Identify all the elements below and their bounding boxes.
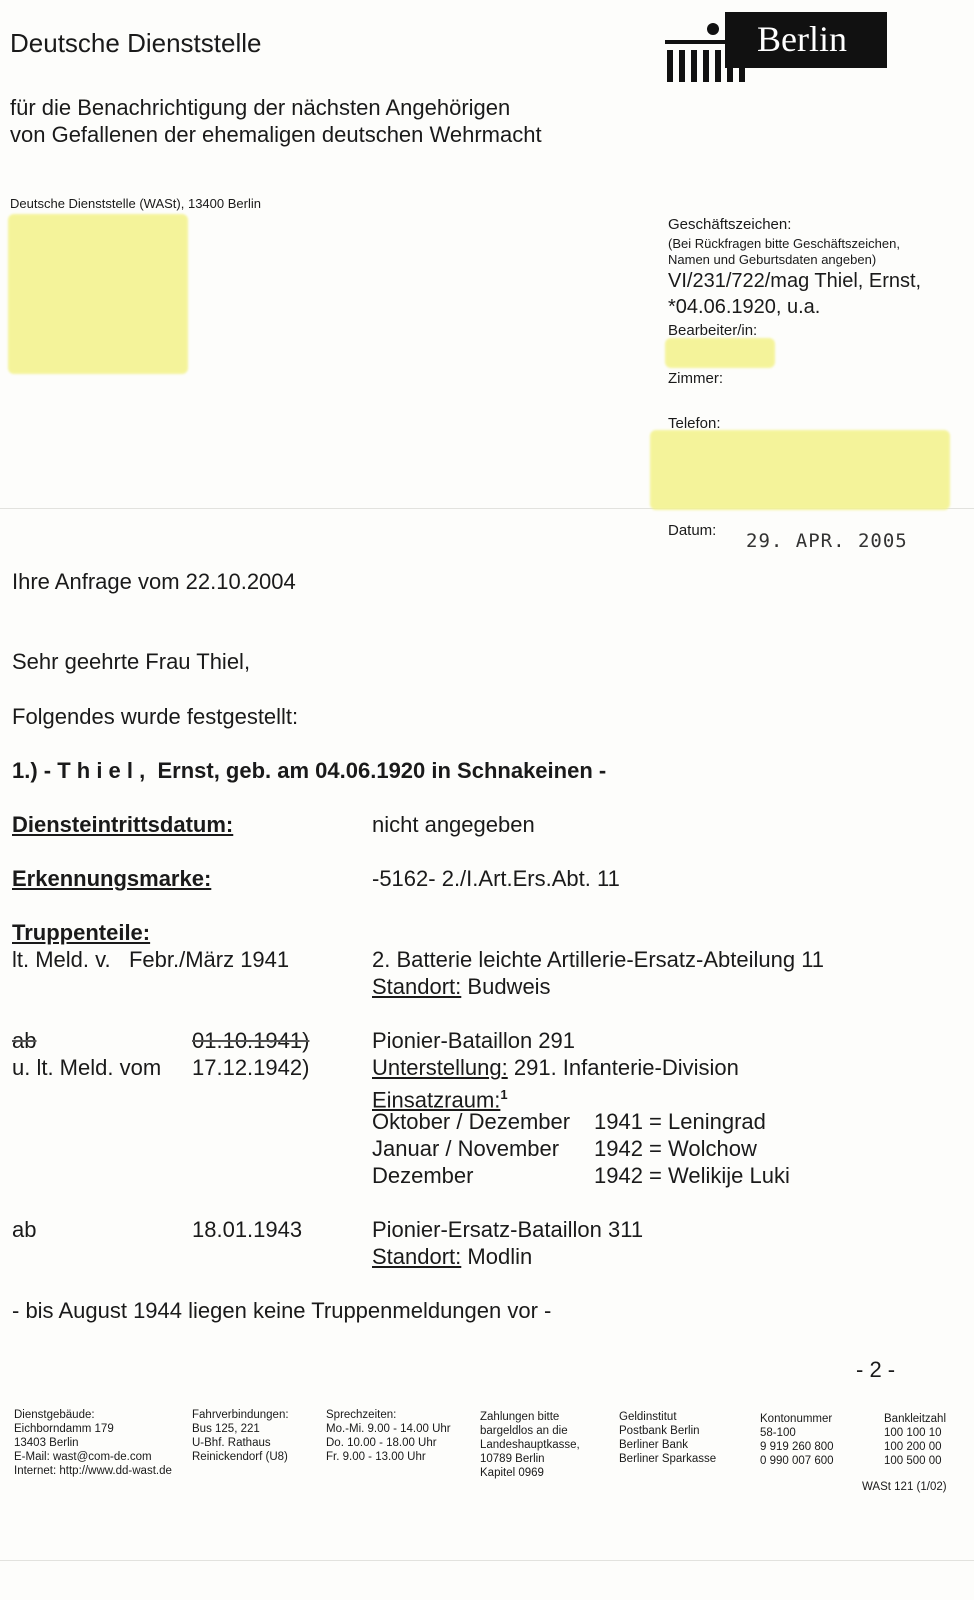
unit1-location-value: Budweis: [467, 974, 551, 999]
footer-line: 10789 Berlin: [480, 1453, 545, 1465]
entry-label: Diensteintrittsdatum:: [12, 812, 234, 837]
room-label: Zimmer:: [668, 370, 723, 387]
footer-line: Geldinstitut: [619, 1411, 677, 1423]
unit3-from-date: 18.01.1943: [192, 1217, 303, 1242]
footer-line: Bus 125, 221: [192, 1423, 260, 1435]
footer-address: [14, 1408, 172, 1478]
unit3-location-value: Modlin: [467, 1244, 533, 1269]
footer-line: 0 990 007 600: [760, 1455, 834, 1467]
area-year-place: 1941 = Leningrad: [594, 1109, 766, 1134]
footer-line: Kontonummer: [760, 1413, 833, 1425]
area-year-place: 1942 = Wolchow: [594, 1136, 757, 1161]
date-label: Datum:: [668, 522, 717, 539]
return-address: Deutsche Dienststelle (WASt), 13400 Berlin: [10, 196, 261, 211]
entry-value: nicht angegeben: [372, 812, 535, 837]
reference-value-2: *04.06.1920, u.a.: [668, 296, 821, 318]
fold-line: [0, 1560, 974, 1561]
date-stamp: 29. APR. 2005: [746, 530, 908, 552]
salutation: Sehr geehrte Frau Thiel,: [12, 649, 251, 674]
page-number: - 2 -: [856, 1357, 896, 1382]
unit3-from-label: ab: [12, 1217, 37, 1242]
unit2-subordination-label: Unterstellung:: [372, 1055, 508, 1080]
unit2-name: Pionier-Bataillon 291: [372, 1028, 576, 1053]
footer-line: U-Bhf. Rathaus: [192, 1437, 271, 1449]
footer-line: Do. 10.00 - 18.00 Uhr: [326, 1437, 437, 1449]
footer-line: Berliner Bank: [619, 1439, 689, 1451]
footer-email: E-Mail: wast@com-de.com: [14, 1451, 152, 1463]
footer-line: 100 100 10: [884, 1427, 942, 1439]
footer-line: Berliner Sparkasse: [619, 1453, 717, 1465]
footer-line: Reinickendorf (U8): [192, 1451, 288, 1463]
reference-hint-2: Namen und Geburtsdaten angeben): [668, 252, 877, 267]
org-title: Deutsche Dienststelle: [10, 28, 262, 58]
unit2-subordination-value: 291. Infanterie-Division: [513, 1055, 739, 1080]
footer-line: Bankleitzahl: [884, 1413, 947, 1425]
footer-line: 58-100: [760, 1427, 796, 1439]
unit2-from-label: ab: [12, 1028, 37, 1053]
unit3-location: [372, 1243, 532, 1270]
unit1-period: lt. Meld. v. Febr./März 1941: [12, 947, 290, 972]
redacted-phone: [650, 430, 950, 510]
footer-line: Mo.-Mi. 9.00 - 14.00 Uhr: [326, 1423, 451, 1435]
org-subtitle-1: für die Benachrichtigung der nächsten Angehörigen: [10, 95, 511, 120]
phone-label: Telefon:: [668, 415, 721, 432]
berlin-logo: [665, 12, 887, 84]
closing-note: - bis August 1944 liegen keine Truppenmeldungen vor -: [12, 1298, 552, 1323]
footer-line: Sprechzeiten:: [326, 1409, 397, 1421]
area-period: Januar / November: [372, 1136, 560, 1161]
units-label: Truppenteile:: [12, 920, 151, 945]
unit2-subordination: [372, 1054, 739, 1081]
footer-payment: [480, 1410, 580, 1480]
unit1-location: [372, 973, 551, 1000]
area-period: Dezember: [372, 1163, 474, 1188]
footer-line: Postbank Berlin: [619, 1425, 700, 1437]
unit2-from-date: 01.10.1941): [192, 1028, 310, 1053]
footer-line: 9 919 260 800: [760, 1441, 834, 1453]
area-label-text: Einsatzraum:: [372, 1087, 501, 1113]
clerk-label: Bearbeiter/in:: [668, 322, 758, 339]
footer-line: Eichborndamm 179: [14, 1423, 114, 1435]
unit2-report-date: 17.12.1942): [192, 1055, 310, 1080]
footer-transport: [192, 1408, 289, 1464]
area-year-place: 1942 = Welikije Luki: [594, 1163, 790, 1188]
logo-text: Berlin: [757, 19, 847, 59]
unit3-name: Pionier-Ersatz-Bataillon 311: [372, 1217, 644, 1242]
footer-line: Fahrverbindungen:: [192, 1409, 289, 1421]
footer-bank-code: [884, 1412, 946, 1468]
footer-line: 100 500 00: [884, 1455, 942, 1467]
footer-line: Fr. 9.00 - 13.00 Uhr: [326, 1451, 426, 1463]
unit2-report-label: u. lt. Meld. vom: [12, 1055, 162, 1080]
form-id: WASt 121 (1/02): [862, 1481, 947, 1493]
inquiry-line: Ihre Anfrage vom 22.10.2004: [12, 569, 296, 594]
footer-line: Zahlungen bitte: [480, 1411, 560, 1423]
reference-value-1: VI/231/722/mag Thiel, Ernst,: [668, 270, 922, 292]
footer-line: 13403 Berlin: [14, 1437, 79, 1449]
unit1-name: 2. Batterie leichte Artillerie-Ersatz-Abteilung 11: [372, 947, 825, 972]
intro-line: Folgendes wurde festgestellt:: [12, 704, 299, 729]
redacted-address: [8, 214, 188, 374]
footer-account: [760, 1412, 834, 1468]
footer-bank: [619, 1410, 716, 1466]
footer-hours: [326, 1408, 451, 1464]
footer-line: Landeshauptkasse,: [480, 1439, 580, 1451]
footer-line: Dienstgebäude:: [14, 1409, 95, 1421]
reference-label: Geschäftszeichen:: [668, 216, 792, 233]
area-period: Oktober / Dezember: [372, 1109, 571, 1134]
reference-hint-1: (Bei Rückfragen bitte Geschäftszeichen,: [668, 236, 900, 251]
footnote-marker: 1: [500, 1087, 508, 1102]
footer-line: 100 200 00: [884, 1441, 942, 1453]
footer-line: Kapitel 0969: [480, 1467, 544, 1479]
footer-line: bargeldlos an die: [480, 1425, 568, 1437]
footer-website: Internet: http://www.dd-wast.de: [14, 1465, 172, 1477]
person-heading: 1.) - T h i e l , Ernst, geb. am 04.06.1920 in Schnakeinen -: [12, 758, 607, 783]
unit3-location-label: Standort:: [372, 1244, 462, 1269]
tag-label: Erkennungsmarke:: [12, 866, 212, 891]
unit1-location-label: Standort:: [372, 974, 462, 999]
tag-value: -5162- 2./I.Art.Ers.Abt. 11: [372, 866, 620, 891]
org-subtitle-2: von Gefallenen der ehemaligen deutschen Wehrmacht: [10, 122, 542, 147]
redacted-clerk: [665, 338, 775, 368]
